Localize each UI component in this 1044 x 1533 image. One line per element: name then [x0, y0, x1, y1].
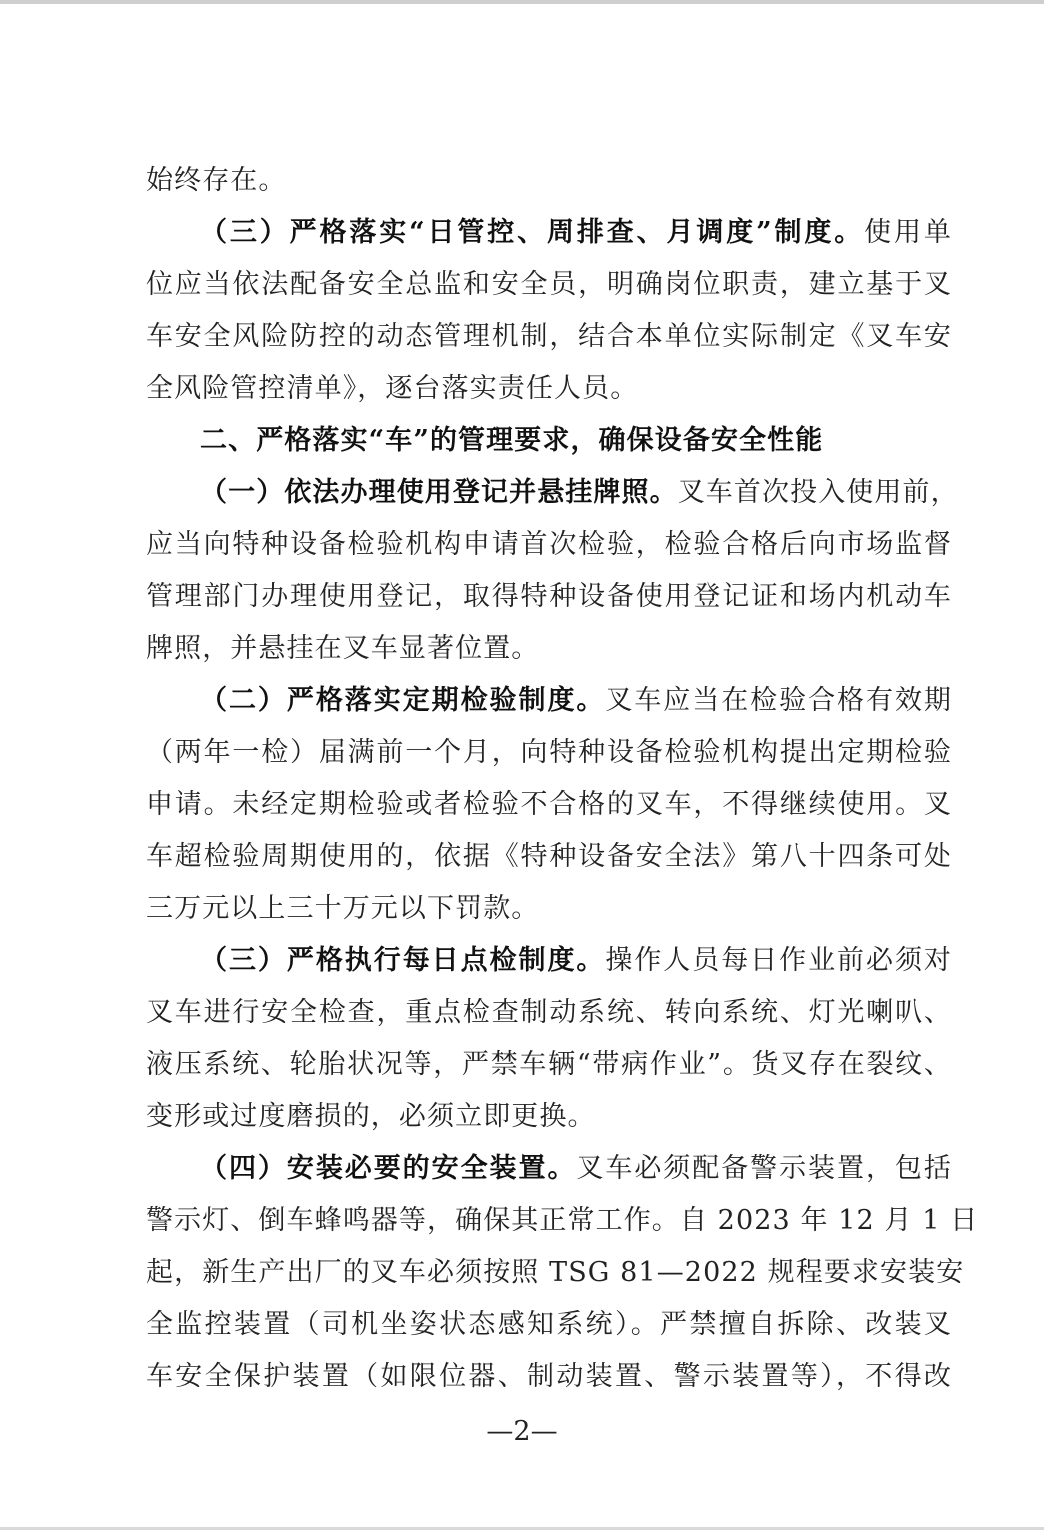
paragraph-line: （两年一检）届满前一个月，向特种设备检验机构提出定期检验	[146, 737, 952, 768]
paragraph-daily-check-first-line	[146, 935, 952, 987]
paragraph-line: 牌照，并悬挂在叉车显著位置。	[146, 633, 540, 664]
bottom-border	[0, 1527, 1044, 1530]
page-number: —2—	[486, 1416, 558, 1447]
paragraph-line: 叉车进行安全检查，重点检查制动系统、转向系统、灯光喇叭、	[146, 997, 952, 1028]
paragraph-line: 液压系统、轮胎状况等，严禁车辆“带病作业”。货叉存在裂纹、	[146, 1049, 952, 1080]
paragraph-registration-first-line	[146, 467, 959, 519]
paragraph-periodic-inspection-first-line	[146, 675, 952, 727]
paragraph-text: 操作人员每日作业前必须对	[605, 945, 953, 976]
paragraph-line: 起，新生产出厂的叉车必须按照 TSG 81—2022 规程要求安装安	[146, 1257, 965, 1288]
paragraph-text: 叉车必须配备警示装置，包括	[576, 1153, 952, 1184]
paragraph-text: 叉车首次投入使用前，	[677, 477, 959, 508]
paragraph-line: 全风险管控清单》，逐台落实责任人员。	[146, 373, 639, 404]
paragraph-text: 使用单	[864, 217, 953, 248]
paragraph-line: 位应当依法配备安全总监和安全员，明确岗位职责，建立基于叉	[146, 269, 952, 300]
paragraph-continuation: 始终存在。	[146, 165, 287, 196]
paragraph-line: 车超检验周期使用的，依据《特种设备安全法》第八十四条可处	[146, 841, 952, 872]
document-body	[146, 155, 979, 1403]
paragraph-line: 应当向特种设备检验机构申请首次检验，检验合格后向市场监督	[146, 529, 952, 560]
paragraph-lead-periodic-inspection: （二）严格落实定期检验制度。	[200, 685, 606, 716]
paragraph-lead-daily-check: （三）严格执行每日点检制度。	[200, 945, 606, 976]
paragraph-line: 警示灯、倒车蜂鸣器等，确保其正常工作。自 2023 年 12 月 1 日	[146, 1205, 979, 1236]
paragraph-line: 全监控装置（司机坐姿状态感知系统）。严禁擅自拆除、改装叉	[146, 1309, 952, 1340]
paragraph-text: 叉车应当在检验合格有效期	[605, 685, 953, 716]
paragraph-daily-control-first-line	[146, 207, 952, 259]
paragraph-lead-daily-control: （三）严格落实“日管控、周排查、月调度”制度。	[200, 217, 865, 248]
paragraph-line: 车安全保护装置（如限位器、制动装置、警示装置等），不得改	[146, 1361, 952, 1392]
top-border	[0, 0, 1044, 4]
paragraph-lead-registration: （一）依法办理使用登记并悬挂牌照。	[200, 477, 678, 508]
paragraph-safety-devices-first-line	[146, 1143, 952, 1195]
paragraph-line: 变形或过度磨损的，必须立即更换。	[146, 1101, 596, 1132]
paragraph-lead-safety-devices: （四）安装必要的安全装置。	[200, 1153, 577, 1184]
paragraph-line: 管理部门办理使用登记，取得特种设备使用登记证和场内机动车	[146, 581, 952, 612]
paragraph-line: 申请。未经定期检验或者检验不合格的叉车，不得继续使用。叉	[146, 789, 952, 820]
paragraph-line: 车安全风险防控的动态管理机制，结合本单位实际制定《叉车安	[146, 321, 952, 352]
section-heading-vehicle-management: 二、严格落实“车”的管理要求，确保设备安全性能	[200, 425, 824, 456]
paragraph-line: 三万元以上三十万元以下罚款。	[146, 893, 540, 924]
